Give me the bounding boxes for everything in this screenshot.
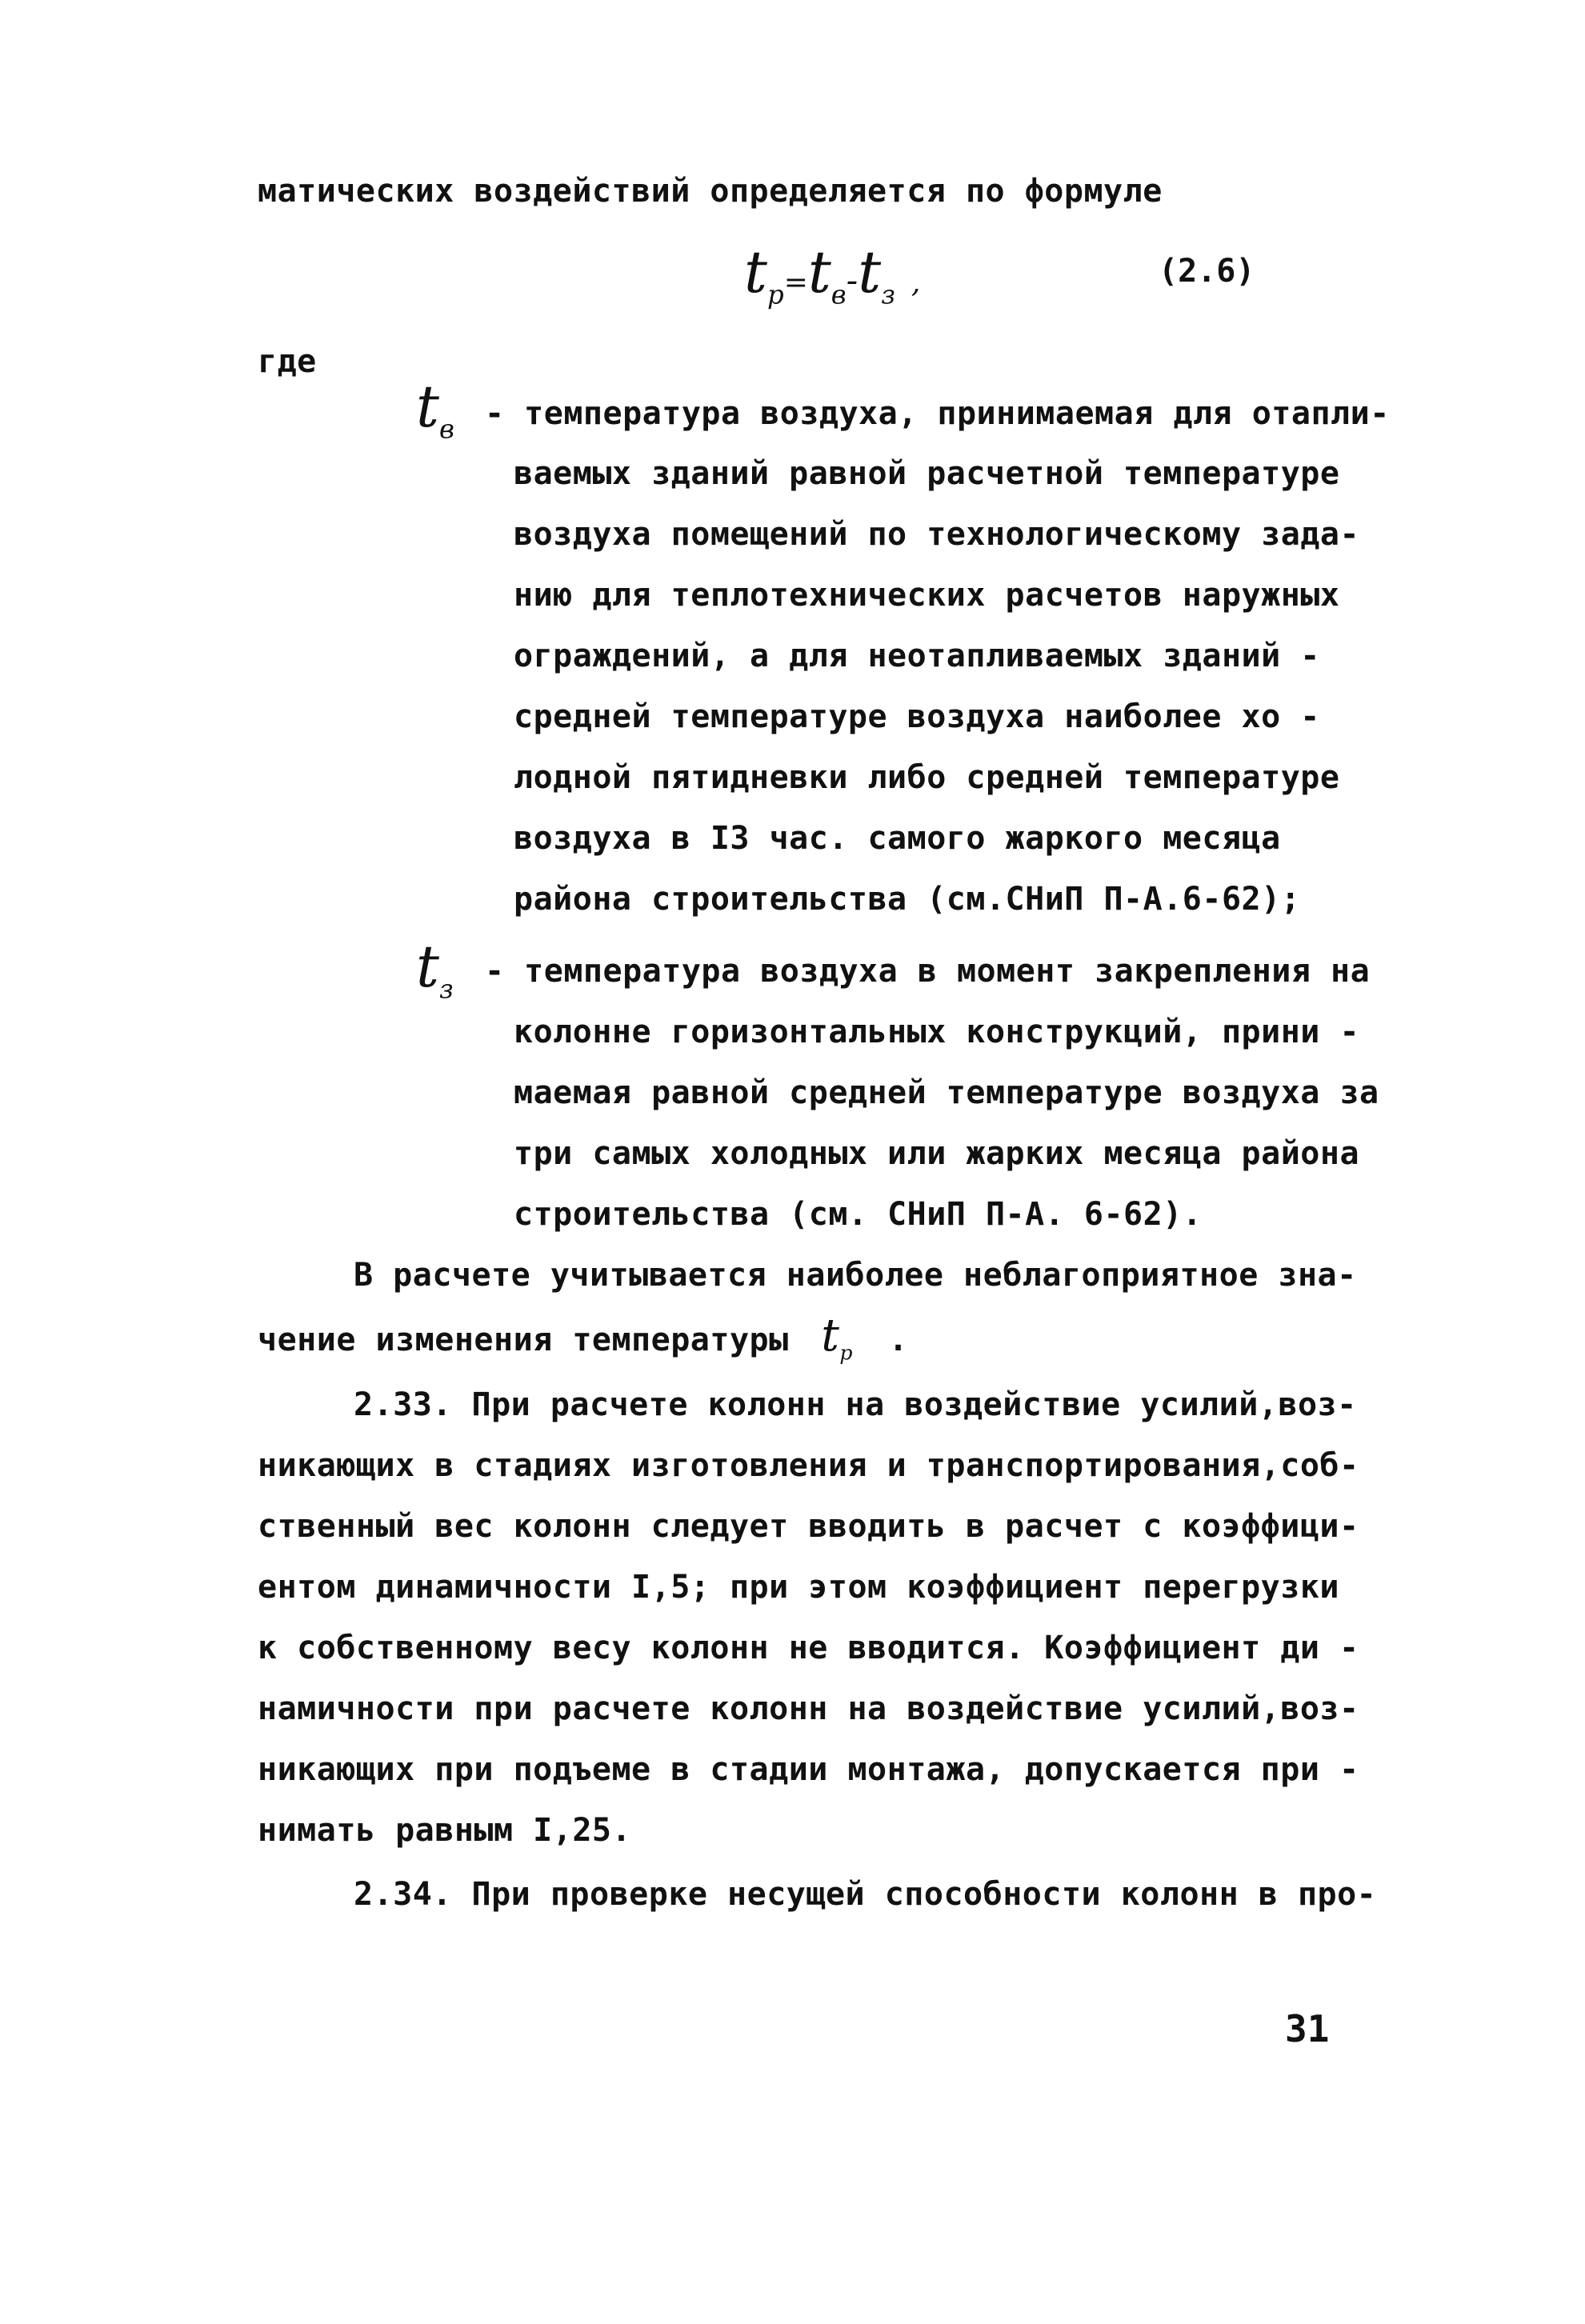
formula-b-sub: з — [881, 279, 895, 310]
text-line: района строительства (см.СНиП П-А.6-62); — [514, 881, 1301, 918]
text-line: ограждений, а для неотапливаемых зданий - — [514, 638, 1320, 674]
formula-eq: = — [783, 266, 808, 299]
formula-a: t — [807, 238, 831, 306]
text-line: ственный вес колонн следует вводить в расчет с коэффици- — [258, 1508, 1359, 1545]
text-line: никающих при подъеме в стадии монтажа, допускается при - — [258, 1751, 1359, 1788]
text-line: никающих в стадиях изготовления и транспортирования,соб- — [258, 1447, 1359, 1484]
text-line: строительства (см. СНиП П-А. 6-62). — [514, 1196, 1203, 1233]
formula-a-sub: в — [831, 279, 847, 310]
text-line: намичности при расчете колонн на воздействие усилий,воз- — [258, 1690, 1359, 1727]
text-line: В расчете учитывается наиболее неблагоприятное зна- — [354, 1257, 1357, 1294]
symbol-t-z: $t_з$ — [416, 933, 454, 1005]
page-number: 31 — [1285, 2007, 1330, 2050]
formula-lhs: t — [744, 238, 767, 306]
formula-comma: , — [911, 266, 921, 299]
text-line: нимать равным I,25. — [258, 1812, 632, 1849]
text-line: ентом динамичности I,5; при этом коэффициент перегрузки — [258, 1569, 1340, 1606]
equation-number: (2.6) — [1159, 253, 1255, 290]
text-line: где — [258, 343, 317, 380]
text-line: колонне горизонтальных конструкций, прини - — [514, 1014, 1360, 1050]
text-line: воздуха в I3 час. самого жаркого месяца — [514, 820, 1281, 857]
symbol-t-v: $t_в$ — [416, 373, 454, 445]
formula-2-6 — [744, 240, 920, 327]
formula-lhs-sub: р — [766, 279, 784, 310]
text-line: матических воздействий определяется по формуле — [258, 173, 1163, 210]
text-line: средней температуре воздуха наиболее хо - — [514, 698, 1320, 735]
formula-b: t — [858, 238, 882, 306]
text-line: ваемых зданий равной расчетной температуре — [514, 455, 1340, 492]
text-line: 2.34. При проверке несущей способности колонн в про- — [354, 1876, 1377, 1913]
text-line: три самых холодных или жарких месяца района — [514, 1135, 1360, 1172]
text-line: - температура воздуха, принимаемая для отапли- — [485, 395, 1390, 432]
text-line: маемая равной средней температуре воздуха за — [514, 1074, 1379, 1111]
text-line: чение изменения температуры $t_р$ . — [258, 1310, 909, 1365]
formula-minus: - — [846, 261, 859, 301]
text-line: - температура воздуха в момент закрепления на — [485, 953, 1371, 990]
text-line: 2.33. При расчете колонн на воздействие усилий,воз- — [354, 1386, 1357, 1423]
text-line: нию для теплотехнических расчетов наружных — [514, 577, 1340, 614]
text-line: к собственному весу колонн не вводится. Коэффициент ди - — [258, 1630, 1359, 1666]
text-line: воздуха помещений по технологическому зада- — [514, 516, 1360, 553]
symbol-t-p: $t_р$ — [821, 1310, 853, 1365]
text-line: лодной пятидневки либо средней температуре — [514, 759, 1340, 796]
